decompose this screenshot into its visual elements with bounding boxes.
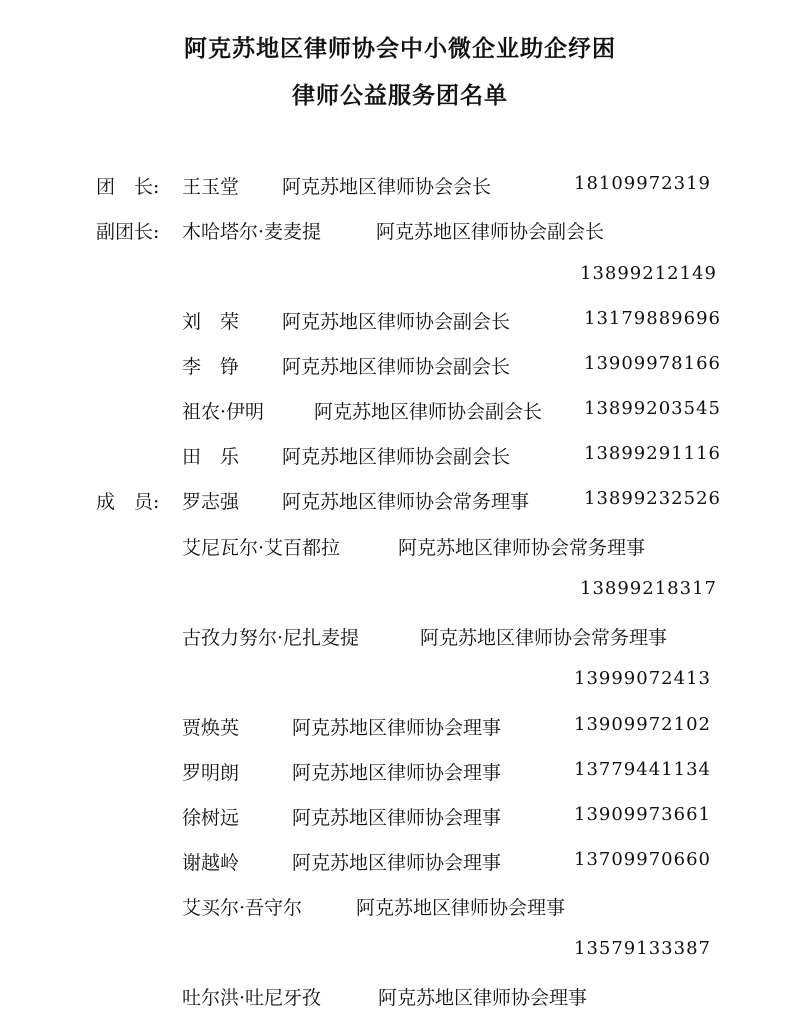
deputy-title: 阿克苏地区律师协会副会长 — [376, 221, 605, 243]
member-name: 古孜力努尔·尼扎麦提 — [182, 627, 360, 649]
member-name: 艾买尔·吾守尔 — [182, 897, 303, 919]
member-phone: 13779441134 — [574, 759, 711, 780]
deputy-phone: 13899291116 — [584, 443, 721, 464]
deputy-title: 阿克苏地区律师协会副会长 — [282, 446, 511, 468]
deputy-phone: 13899212149 — [580, 263, 717, 284]
leader-name: 王玉堂 — [182, 176, 240, 198]
member-title: 阿克苏地区律师协会理事 — [292, 762, 502, 784]
member-name: 艾尼瓦尔·艾百都拉 — [182, 537, 341, 559]
member-title: 阿克苏地区律师协会常务理事 — [420, 627, 668, 649]
member-name: 罗明朗 — [182, 762, 240, 784]
deputy-title: 阿克苏地区律师协会副会长 — [314, 401, 543, 423]
leader-phone: 18109972319 — [574, 173, 711, 194]
member-phone: 13709970660 — [574, 849, 711, 870]
deputy-phone: 13899203545 — [584, 398, 721, 419]
deputy-title: 阿克苏地区律师协会副会长 — [282, 356, 511, 378]
member-title: 阿克苏地区律师协会理事 — [292, 852, 502, 874]
member-phone: 13909972102 — [574, 714, 711, 735]
member-phone: 13579133387 — [574, 938, 711, 959]
deputy-title: 阿克苏地区律师协会副会长 — [282, 311, 511, 333]
member-name: 徐树远 — [182, 807, 240, 829]
member-title: 阿克苏地区律师协会理事 — [292, 717, 502, 739]
deputy-name: 刘 荣 — [182, 311, 240, 333]
member-name: 谢越岭 — [182, 852, 240, 874]
deputy-phone: 13179889696 — [584, 308, 721, 329]
member-title: 阿克苏地区律师协会理事 — [378, 987, 588, 1009]
member-title: 阿克苏地区律师协会理事 — [356, 897, 566, 919]
member-name: 贾焕英 — [182, 717, 240, 739]
member-phone: 13899232526 — [584, 488, 721, 509]
role-label-member: 成 员: — [96, 491, 160, 513]
deputy-name: 祖农·伊明 — [182, 401, 265, 423]
role-label-deputy: 副团长: — [96, 221, 160, 243]
member-title: 阿克苏地区律师协会常务理事 — [398, 537, 646, 559]
member-phone: 13899218317 — [580, 578, 717, 599]
leader-title: 阿克苏地区律师协会会长 — [282, 176, 492, 198]
deputy-name: 木哈塔尔·麦麦提 — [182, 221, 322, 243]
member-title: 阿克苏地区律师协会常务理事 — [282, 491, 530, 513]
member-name: 吐尔洪·吐尼牙孜 — [182, 987, 322, 1009]
member-title: 阿克苏地区律师协会理事 — [292, 807, 502, 829]
member-phone: 13909973661 — [574, 804, 711, 825]
deputy-name: 李 铮 — [182, 356, 240, 378]
deputy-phone: 13909978166 — [584, 353, 721, 374]
deputy-name: 田 乐 — [182, 446, 240, 468]
role-label-leader: 团 长: — [96, 176, 160, 198]
member-name: 罗志强 — [182, 491, 240, 513]
document-title-line2: 律师公益服务团名单 — [292, 83, 508, 109]
member-phone: 13999072413 — [574, 668, 711, 689]
document-title-line1: 阿克苏地区律师协会中小微企业助企纾困 — [184, 36, 616, 62]
